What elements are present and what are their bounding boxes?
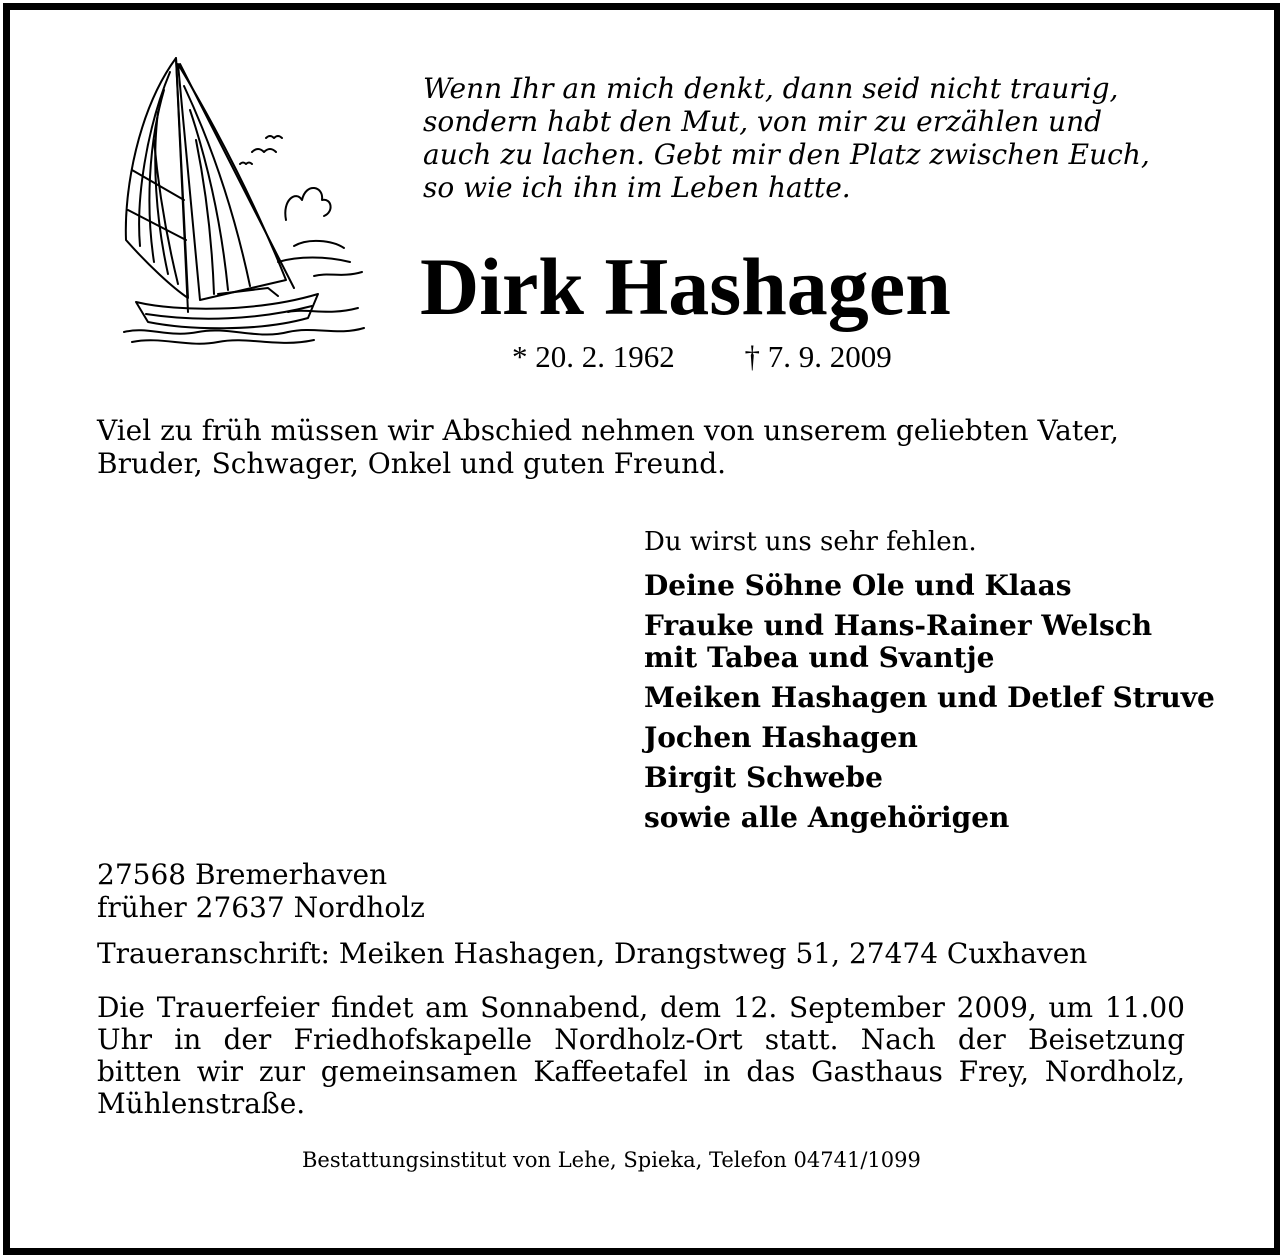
motto-line: auch zu lachen. Gebt mir den Platz zwischen Euch, (423, 138, 1150, 171)
mourner-line: Deine Söhne Ole und Klaas (644, 569, 1072, 602)
mourner-line: sowie alle Angehörigen (644, 801, 1010, 834)
service-line: Uhr in der Friedhofskapelle Nordholz-Ort statt. Nach der Beisetzung (97, 1023, 1185, 1056)
motto-line: sondern habt den Mut, von mir zu erzählen und (423, 105, 1103, 138)
mourner-line: mit Tabea und Svantje (644, 641, 995, 674)
mourner-group (644, 610, 1215, 674)
mourner-line: Frauke und Hans-Rainer Welsch (644, 609, 1153, 642)
sailboat-icon (118, 50, 368, 350)
deceased-name: Dirk Hashagen (420, 241, 951, 332)
mourning-address: Traueranschrift: Meiken Hashagen, Drangstweg 51, 27474 Cuxhaven (97, 937, 1088, 970)
mourner-group (644, 682, 1215, 714)
miss-you-text: Du wirst uns sehr fehlen. (644, 527, 977, 557)
farewell-line: Viel zu früh müssen wir Abschied nehmen von unserem geliebten Vater, (97, 414, 1119, 447)
mourner-group (644, 722, 1215, 754)
farewell-text (97, 414, 1187, 480)
address-line: 27568 Bremerhaven (97, 858, 388, 891)
mourner-line: Meiken Hashagen und Detlef Struve (644, 681, 1215, 714)
mourner-group (644, 802, 1215, 834)
mourner-group (644, 762, 1215, 794)
residence-address (97, 858, 425, 924)
death-date: † 7. 9. 2009 (744, 339, 892, 374)
service-line: bitten wir zur gemeinsamen Kaffeetafel in das Gasthaus Frey, Nordholz, (97, 1055, 1185, 1088)
mourners-list (644, 570, 1215, 842)
birth-date: * 20. 2. 1962 (512, 339, 675, 374)
address-line: früher 27637 Nordholz (97, 891, 425, 924)
motto-quote (423, 72, 1223, 204)
funeral-home-footer: Bestattungsinstitut von Lehe, Spieka, Telefon 04741/1099 (302, 1148, 921, 1172)
service-line: Mühlenstraße. (97, 1087, 306, 1120)
motto-line: so wie ich ihn im Leben hatte. (423, 171, 851, 204)
funeral-service-info (97, 992, 1185, 1120)
farewell-line: Bruder, Schwager, Onkel und guten Freund. (97, 447, 727, 480)
motto-line: Wenn Ihr an mich denkt, dann seid nicht traurig, (423, 72, 1119, 105)
mourner-line: Jochen Hashagen (644, 721, 918, 754)
service-line: Die Trauerfeier findet am Sonnabend, dem 12. September 2009, um 11.00 (97, 991, 1185, 1024)
mourner-group (644, 570, 1215, 602)
mourner-line: Birgit Schwebe (644, 761, 883, 794)
life-dates (512, 338, 892, 376)
